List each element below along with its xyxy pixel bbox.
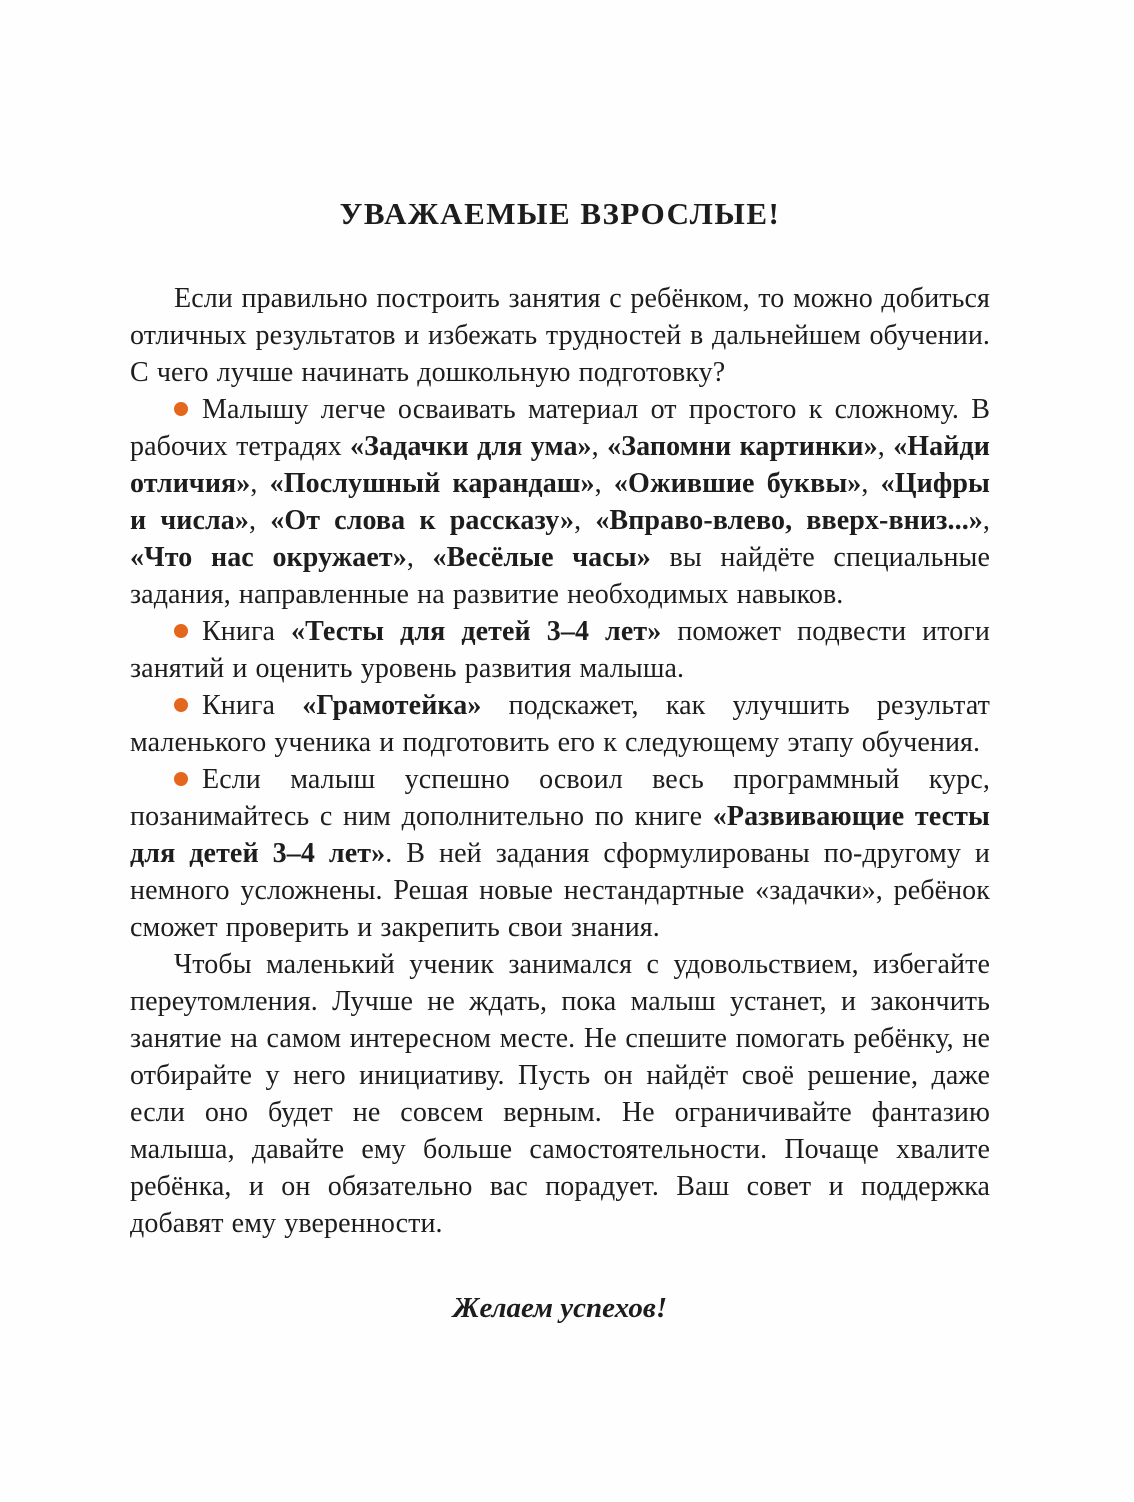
page-body — [130, 280, 990, 1242]
book-title-text: «Задачки для ума» — [350, 431, 592, 462]
bullet-icon — [174, 402, 188, 416]
text-segment: , — [574, 505, 596, 536]
book-title-text: «Вправо-влево, вверх-вниз...» — [595, 505, 983, 536]
book-title-text: «Ожившие буквы» — [613, 468, 862, 499]
text-segment: Книга — [202, 690, 303, 721]
book-title-text: «Цифры и числа» — [130, 468, 990, 536]
closing-line: Желаем успехов! — [452, 1292, 668, 1324]
bullet-paragraph — [130, 761, 990, 946]
text-segment: Если правильно построить занятия с ребёнком, то можно добиться отличных результатов и избежать трудностей в дальнейшем обучении. С чего лучше начинать дошкольную подготовку? — [130, 283, 990, 388]
text-segment: , — [877, 431, 894, 462]
text-segment: . В ней задания сформулированы по-другому и немного усложнены. Решая новые нестандартные «задачки», ребёнок сможет проверить и закрепить свои знания. — [130, 838, 990, 943]
paragraph — [130, 280, 990, 391]
book-title-text: «Найди отличия» — [130, 431, 991, 499]
text-segment: подскажет, как улучшить результат маленького ученика и подготовить его к следующему этапу обучения. — [130, 690, 990, 758]
text-segment: поможет подвести итоги занятий и оценить уровень развития малыша. — [130, 616, 990, 684]
book-title-text: «Тесты для детей 3–4 лет» — [291, 616, 662, 647]
bullet-paragraph — [130, 613, 990, 687]
text-segment: Чтобы маленький ученик занимался с удовольствием, избегайте переутомления. Лучше не ждать, пока малыш устанет, и закончить занятие на самом интересном месте. Не спешите помогать ребёнку, не отбирайте у него инициативу. Пусть он найдёт своё решение, даже если оно будет не совсем верным. Не ограничивайте фантазию малыша, давайте ему больше самостоятельности. Почаще хвалите ребёнка, и он обязательно вас порадует. Ваш совет и поддержка добавят ему уверенности. — [130, 949, 990, 1239]
text-segment: , — [250, 468, 270, 499]
book-title-text: «Грамотейка» — [302, 690, 482, 721]
bullet-icon — [174, 698, 188, 712]
text-segment: , — [861, 468, 881, 499]
text-segment: , — [982, 505, 991, 536]
book-title-text: «Развивающие тесты для детей 3–4 лет» — [130, 801, 990, 869]
text-segment: Книга — [202, 616, 292, 647]
text-segment: , — [406, 542, 433, 573]
text-segment: Если малыш успешно освоил весь программный курс, позанимайтесь с ним дополнительно по книге — [130, 764, 990, 832]
bullet-paragraph — [130, 391, 990, 613]
book-title-text: «Послушный карандаш» — [269, 468, 595, 499]
page-title: УВАЖАЕМЫЕ ВЗРОСЛЫЕ! — [339, 196, 781, 231]
paragraph — [130, 946, 990, 1242]
book-title-text: «Запомни картинки» — [607, 431, 878, 462]
text-segment: вы найдёте специальные задания, направленные на развитие необходимых навыков. — [130, 542, 990, 610]
book-title-text: «Весёлые часы» — [432, 542, 651, 573]
bullet-paragraph — [130, 687, 990, 761]
bullet-icon — [174, 624, 188, 638]
book-title-text: «От слова к рассказу» — [270, 505, 575, 536]
text-segment: , — [249, 505, 271, 536]
text-segment: Малышу легче осваивать материал от простого к сложному. В рабочих тетрадях — [130, 394, 990, 462]
book-title-text: «Что нас окружает» — [130, 542, 407, 573]
text-segment: , — [594, 468, 614, 499]
text-segment: , — [591, 431, 608, 462]
bullet-icon — [174, 772, 188, 786]
